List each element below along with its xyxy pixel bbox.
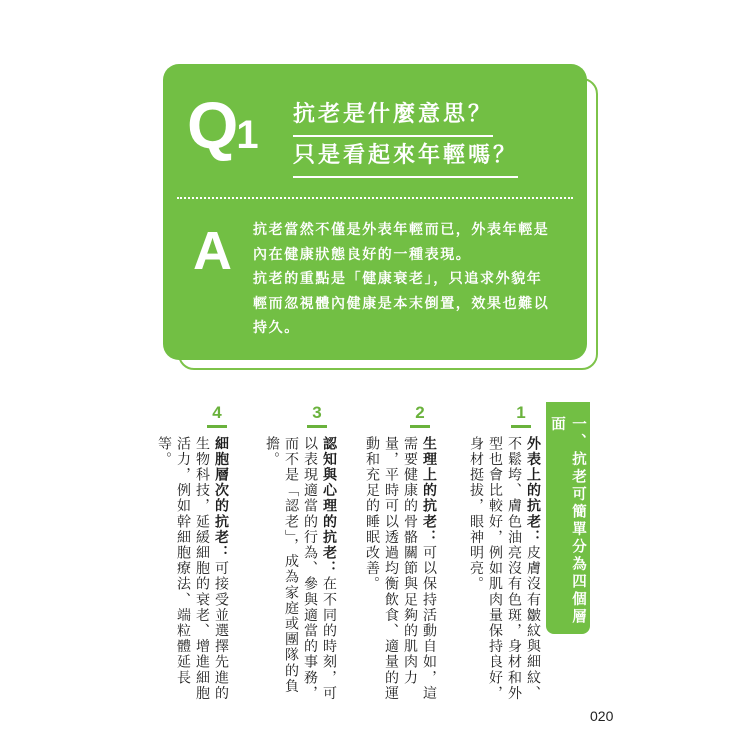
question-line-2: 只是看起來年輕嗎？ (293, 137, 518, 178)
item-1-title: 外表上的抗老： (525, 436, 541, 546)
answer-text (253, 218, 573, 341)
item-2-number: 2 (410, 402, 430, 428)
item-3-body (238, 436, 338, 716)
qa-card (163, 64, 587, 360)
item-3-title: 認知與心理的抗老： (321, 436, 337, 577)
answer-mark-label: A (193, 221, 232, 281)
item-3-number: 3 (307, 402, 327, 428)
answer-line-2: 內在健康狀態良好的一種表現。 (253, 246, 472, 263)
section-tab-label: 一、抗老可簡單分為四個層面 (549, 416, 586, 626)
question-text (293, 96, 518, 178)
section-tab (546, 402, 590, 634)
answer-line-4: 輕而忽視體內健康是本末倒置，效果也難以 (253, 295, 550, 312)
item-1-number: 1 (511, 402, 531, 428)
answer-line-3: 抗老的重點是「健康衰老」，只追求外貌年 (253, 271, 543, 287)
item-4-text: 可接受並選擇先進的生物科技，延緩細胞的衰老、增進細胞活力，例如幹細胞療法、端粒體延長等。 (156, 436, 229, 702)
q-number: 1 (236, 113, 259, 157)
answer-line-1: 抗老當然不僅是外表年輕而已，外表年輕是 (253, 222, 550, 238)
dotted-divider (177, 197, 573, 199)
item-4-number: 4 (207, 402, 227, 428)
item-3-text: 在不同的時刻，可以表現適當的行為、參與適當的事務，而不是「認老」，成為家庭或團隊的負擔。 (264, 436, 337, 702)
item-2-body (338, 436, 438, 716)
item-1-text: 皮膚沒有皺紋與細紋、不鬆垮、膚色油亮沒有色斑，身材和外型也會比較好，例如肌肉量保持良好，身材挺拔，眼神明亮。 (468, 436, 541, 702)
item-1-body (462, 436, 542, 716)
item-2-text: 可以保持活動自如，這需要健康的骨骼關節與足夠的肌肉力量，平時可以透過均衡飲食、適量的運動和充足的睡眠改善。 (364, 436, 437, 702)
page-number: 020 (590, 708, 614, 724)
item-2-title: 生理上的抗老： (421, 436, 437, 546)
question-mark-label (187, 88, 259, 162)
answer-line-5: 持久。 (253, 320, 300, 336)
item-4-body (150, 436, 230, 716)
q-letter: Q (187, 88, 237, 162)
question-line-1: 抗老是什麼意思？ (293, 96, 493, 137)
item-4-title: 細胞層次的抗老： (213, 436, 229, 561)
